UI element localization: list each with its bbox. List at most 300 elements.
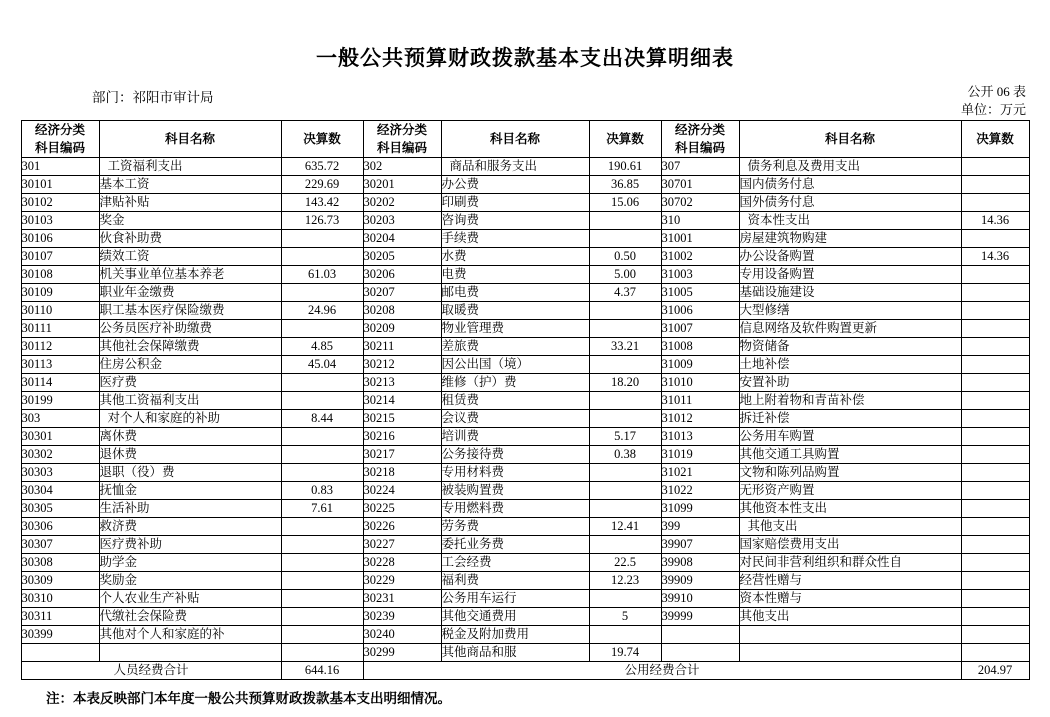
row-name-col2: 商品和服务支出	[441, 158, 589, 176]
row-name-col1: 其他对个人和家庭的补	[99, 626, 281, 644]
row-name-col1: 救济费	[99, 518, 281, 536]
row-name-col2: 工会经费	[441, 554, 589, 572]
row-code-col2: 30207	[363, 284, 441, 302]
row-name-col2: 印刷费	[441, 194, 589, 212]
personnel-total-label: 人员经费合计	[21, 662, 281, 680]
row-name-col3	[739, 626, 961, 644]
row-name-col1: 奖励金	[99, 572, 281, 590]
row-amount-col1: 126.73	[281, 212, 363, 230]
table-footer	[21, 662, 1029, 680]
row-name-col1: 职工基本医疗保险缴费	[99, 302, 281, 320]
row-name-col3: 其他资本性支出	[739, 500, 961, 518]
row-code-col3: 39999	[661, 608, 739, 626]
table-row	[21, 518, 1029, 536]
header-code-3: 经济分类 科目编码	[661, 121, 739, 158]
row-amount-col2	[589, 590, 661, 608]
row-amount-col2: 19.74	[589, 644, 661, 662]
row-name-col3: 其他支出	[739, 608, 961, 626]
row-code-col3: 31002	[661, 248, 739, 266]
row-amount-col1	[281, 230, 363, 248]
table-row	[21, 176, 1029, 194]
row-amount-col1: 61.03	[281, 266, 363, 284]
row-name-col2: 被装购置费	[441, 482, 589, 500]
table-row	[21, 212, 1029, 230]
row-amount-col1: 229.69	[281, 176, 363, 194]
row-amount-col1	[281, 644, 363, 662]
row-code-col3	[661, 644, 739, 662]
row-code-col2: 30214	[363, 392, 441, 410]
row-code-col3: 30702	[661, 194, 739, 212]
table-note: 注：本表反映部门本年度一般公共预算财政拨款基本支出明细情况。	[46, 691, 451, 706]
row-code-col1: 30307	[21, 536, 99, 554]
row-name-col1	[99, 644, 281, 662]
row-name-col3: 资本性支出	[739, 212, 961, 230]
row-code-col1: 30399	[21, 626, 99, 644]
row-amount-col3	[961, 356, 1029, 374]
row-amount-col1	[281, 536, 363, 554]
form-meta	[961, 83, 1026, 118]
row-name-col1: 对个人和家庭的补助	[99, 410, 281, 428]
row-name-col3: 专用设备购置	[739, 266, 961, 284]
row-amount-col3	[961, 536, 1029, 554]
row-amount-col1	[281, 248, 363, 266]
row-amount-col3	[961, 500, 1029, 518]
row-amount-col2	[589, 626, 661, 644]
row-code-col3: 31019	[661, 446, 739, 464]
row-name-col3: 经营性赠与	[739, 572, 961, 590]
row-code-col2: 30206	[363, 266, 441, 284]
row-amount-col2: 12.41	[589, 518, 661, 536]
row-code-col1: 30106	[21, 230, 99, 248]
row-amount-col1	[281, 446, 363, 464]
row-amount-col2: 33.21	[589, 338, 661, 356]
row-code-col1: 30309	[21, 572, 99, 590]
row-code-col3: 39910	[661, 590, 739, 608]
page-title: 一般公共预算财政拨款基本支出决算明细表	[316, 46, 734, 70]
row-name-col3: 土地补偿	[739, 356, 961, 374]
row-amount-col2: 190.61	[589, 158, 661, 176]
header-name-1: 科目名称	[99, 121, 281, 158]
row-code-col3: 31003	[661, 266, 739, 284]
row-name-col1: 津贴补贴	[99, 194, 281, 212]
row-amount-col3	[961, 266, 1029, 284]
subheader	[0, 86, 1050, 120]
row-code-col3: 31021	[661, 464, 739, 482]
header-amount-2: 决算数	[589, 121, 661, 158]
row-name-col3: 拆迁补偿	[739, 410, 961, 428]
row-name-col3: 债务利息及费用支出	[739, 158, 961, 176]
row-code-col1: 30110	[21, 302, 99, 320]
row-amount-col2	[589, 482, 661, 500]
row-name-col2: 培训费	[441, 428, 589, 446]
row-code-col3: 31005	[661, 284, 739, 302]
row-amount-col1	[281, 320, 363, 338]
row-name-col2: 因公出国（境）	[441, 356, 589, 374]
row-name-col1: 生活补助	[99, 500, 281, 518]
row-code-col1: 30305	[21, 500, 99, 518]
row-code-col1: 30303	[21, 464, 99, 482]
row-code-col1	[21, 644, 99, 662]
row-amount-col1: 635.72	[281, 158, 363, 176]
row-amount-col3	[961, 392, 1029, 410]
row-code-col2: 30212	[363, 356, 441, 374]
row-amount-col2	[589, 464, 661, 482]
table-row	[21, 392, 1029, 410]
row-amount-col3	[961, 572, 1029, 590]
row-code-col3: 39908	[661, 554, 739, 572]
row-amount-col1	[281, 572, 363, 590]
row-name-col2: 差旅费	[441, 338, 589, 356]
row-amount-col3	[961, 446, 1029, 464]
row-name-col3: 无形资产购置	[739, 482, 961, 500]
row-code-col1: 30112	[21, 338, 99, 356]
row-name-col2: 公务用车运行	[441, 590, 589, 608]
public-total-value: 204.97	[961, 662, 1029, 680]
row-code-col2: 30201	[363, 176, 441, 194]
row-name-col2: 水费	[441, 248, 589, 266]
table-row	[21, 482, 1029, 500]
row-name-col1: 退休费	[99, 446, 281, 464]
row-amount-col3	[961, 626, 1029, 644]
row-code-col1: 301	[21, 158, 99, 176]
row-name-col1: 离休费	[99, 428, 281, 446]
row-code-col3: 39909	[661, 572, 739, 590]
table-row	[21, 572, 1029, 590]
row-amount-col1: 4.85	[281, 338, 363, 356]
row-name-col3: 其他支出	[739, 518, 961, 536]
row-code-col2: 30217	[363, 446, 441, 464]
row-name-col1: 机关事业单位基本养老	[99, 266, 281, 284]
row-code-col2: 30211	[363, 338, 441, 356]
row-amount-col2: 5.17	[589, 428, 661, 446]
row-name-col3: 国家赔偿费用支出	[739, 536, 961, 554]
row-code-col2: 30202	[363, 194, 441, 212]
row-amount-col3: 14.36	[961, 212, 1029, 230]
row-amount-col3	[961, 644, 1029, 662]
row-name-col3: 国外债务付息	[739, 194, 961, 212]
row-code-col2: 30209	[363, 320, 441, 338]
row-amount-col2	[589, 356, 661, 374]
row-name-col3: 信息网络及软件购置更新	[739, 320, 961, 338]
row-name-col2: 维修（护）费	[441, 374, 589, 392]
row-name-col3: 公务用车购置	[739, 428, 961, 446]
row-code-col3: 310	[661, 212, 739, 230]
row-name-col2: 福利费	[441, 572, 589, 590]
row-name-col1: 基本工资	[99, 176, 281, 194]
row-code-col1: 30113	[21, 356, 99, 374]
row-code-col1: 30306	[21, 518, 99, 536]
row-code-col1: 30199	[21, 392, 99, 410]
row-name-col3: 地上附着物和青苗补偿	[739, 392, 961, 410]
table-row	[21, 338, 1029, 356]
table-row	[21, 554, 1029, 572]
row-name-col1: 奖金	[99, 212, 281, 230]
row-amount-col3	[961, 158, 1029, 176]
row-name-col2: 专用燃料费	[441, 500, 589, 518]
row-name-col3: 基础设施建设	[739, 284, 961, 302]
row-name-col2: 邮电费	[441, 284, 589, 302]
department-label: 部门：祁阳市审计局	[92, 90, 214, 105]
row-code-col3: 31009	[661, 356, 739, 374]
row-amount-col2: 12.23	[589, 572, 661, 590]
row-code-col1: 30302	[21, 446, 99, 464]
row-code-col2: 30208	[363, 302, 441, 320]
row-code-col2: 30226	[363, 518, 441, 536]
row-code-col3	[661, 626, 739, 644]
row-amount-col3	[961, 194, 1029, 212]
row-code-col2: 30299	[363, 644, 441, 662]
header-code-2: 经济分类 科目编码	[363, 121, 441, 158]
row-code-col1: 30301	[21, 428, 99, 446]
row-code-col2: 30240	[363, 626, 441, 644]
row-name-col1: 职业年金缴费	[99, 284, 281, 302]
row-name-col1: 个人农业生产补贴	[99, 590, 281, 608]
row-name-col2: 手续费	[441, 230, 589, 248]
row-amount-col3	[961, 410, 1029, 428]
table-row	[21, 230, 1029, 248]
row-amount-col1	[281, 590, 363, 608]
row-name-col3: 物资储备	[739, 338, 961, 356]
row-amount-col2	[589, 320, 661, 338]
row-name-col2: 专用材料费	[441, 464, 589, 482]
table-row	[21, 194, 1029, 212]
row-name-col1: 住房公积金	[99, 356, 281, 374]
row-name-col2: 租赁费	[441, 392, 589, 410]
row-name-col1: 绩效工资	[99, 248, 281, 266]
row-name-col1: 公务员医疗补助缴费	[99, 320, 281, 338]
row-code-col2: 30213	[363, 374, 441, 392]
row-amount-col1	[281, 518, 363, 536]
row-code-col3: 31022	[661, 482, 739, 500]
row-name-col1: 其他社会保障缴费	[99, 338, 281, 356]
row-code-col2: 30229	[363, 572, 441, 590]
row-code-col2: 30205	[363, 248, 441, 266]
table-row	[21, 284, 1029, 302]
row-amount-col2	[589, 536, 661, 554]
row-code-col1: 303	[21, 410, 99, 428]
row-name-col3	[739, 644, 961, 662]
row-amount-col3	[961, 590, 1029, 608]
row-amount-col2: 0.38	[589, 446, 661, 464]
row-code-col3: 30701	[661, 176, 739, 194]
row-amount-col3	[961, 608, 1029, 626]
row-name-col1: 代缴社会保险费	[99, 608, 281, 626]
row-amount-col3	[961, 428, 1029, 446]
row-code-col3: 31008	[661, 338, 739, 356]
row-name-col2: 其他交通费用	[441, 608, 589, 626]
row-amount-col2: 0.50	[589, 248, 661, 266]
row-code-col3: 39907	[661, 536, 739, 554]
document-page	[0, 42, 1050, 717]
row-name-col3: 文物和陈列品购置	[739, 464, 961, 482]
row-code-col1: 30308	[21, 554, 99, 572]
row-code-col3: 31012	[661, 410, 739, 428]
table-row	[21, 428, 1029, 446]
table-row	[21, 302, 1029, 320]
row-amount-col2: 36.85	[589, 176, 661, 194]
row-amount-col3	[961, 176, 1029, 194]
table-row	[21, 374, 1029, 392]
row-code-col1: 30103	[21, 212, 99, 230]
row-amount-col3	[961, 374, 1029, 392]
form-number: 公开 06 表	[967, 84, 1026, 99]
row-name-col1: 医疗费	[99, 374, 281, 392]
row-amount-col1	[281, 554, 363, 572]
row-amount-col2: 18.20	[589, 374, 661, 392]
table-row	[21, 446, 1029, 464]
row-name-col3: 国内债务付息	[739, 176, 961, 194]
row-name-col2: 物业管理费	[441, 320, 589, 338]
row-amount-col2	[589, 410, 661, 428]
row-amount-col3	[961, 464, 1029, 482]
row-amount-col3	[961, 230, 1029, 248]
row-code-col3: 31006	[661, 302, 739, 320]
header-code-1: 经济分类 科目编码	[21, 121, 99, 158]
row-name-col1: 工资福利支出	[99, 158, 281, 176]
row-amount-col1	[281, 284, 363, 302]
row-amount-col3	[961, 338, 1029, 356]
row-amount-col1	[281, 374, 363, 392]
public-total-label: 公用经费合计	[363, 662, 961, 680]
row-name-col3: 其他交通工具购置	[739, 446, 961, 464]
row-name-col1: 伙食补助费	[99, 230, 281, 248]
table-header	[21, 121, 1029, 158]
row-amount-col3	[961, 482, 1029, 500]
table-row	[21, 590, 1029, 608]
row-name-col2: 公务接待费	[441, 446, 589, 464]
row-amount-col2: 5	[589, 608, 661, 626]
row-name-col3: 大型修缮	[739, 302, 961, 320]
row-name-col1: 医疗费补助	[99, 536, 281, 554]
row-code-col2: 30239	[363, 608, 441, 626]
row-code-col1: 30109	[21, 284, 99, 302]
row-code-col3: 31099	[661, 500, 739, 518]
row-code-col2: 30228	[363, 554, 441, 572]
row-code-col2: 30218	[363, 464, 441, 482]
row-name-col3: 办公设备购置	[739, 248, 961, 266]
row-code-col2: 30227	[363, 536, 441, 554]
row-amount-col1	[281, 392, 363, 410]
row-amount-col2: 4.37	[589, 284, 661, 302]
row-code-col1: 30304	[21, 482, 99, 500]
table-row	[21, 266, 1029, 284]
row-code-col1: 30311	[21, 608, 99, 626]
table-row	[21, 500, 1029, 518]
table-row	[21, 248, 1029, 266]
row-amount-col3	[961, 518, 1029, 536]
row-code-col1: 30107	[21, 248, 99, 266]
row-name-col2: 电费	[441, 266, 589, 284]
row-name-col1: 抚恤金	[99, 482, 281, 500]
row-name-col1: 退职（役）费	[99, 464, 281, 482]
row-name-col2: 劳务费	[441, 518, 589, 536]
table-row	[21, 644, 1029, 662]
row-amount-col1: 8.44	[281, 410, 363, 428]
table-row	[21, 608, 1029, 626]
budget-table	[21, 120, 1030, 680]
table-row	[21, 410, 1029, 428]
row-amount-col3	[961, 554, 1029, 572]
amount-unit: 单位：万元	[960, 101, 1026, 117]
row-code-col1: 30108	[21, 266, 99, 284]
table-row	[21, 626, 1029, 644]
row-amount-col1	[281, 608, 363, 626]
row-name-col1: 其他工资福利支出	[99, 392, 281, 410]
row-amount-col2	[589, 392, 661, 410]
row-code-col1: 30102	[21, 194, 99, 212]
row-amount-col1	[281, 626, 363, 644]
table-row	[21, 536, 1029, 554]
row-amount-col1: 45.04	[281, 356, 363, 374]
row-amount-col2: 5.00	[589, 266, 661, 284]
row-amount-col2: 22.5	[589, 554, 661, 572]
row-code-col3: 399	[661, 518, 739, 536]
row-code-col2: 30225	[363, 500, 441, 518]
row-code-col1: 30114	[21, 374, 99, 392]
row-name-col3: 安置补助	[739, 374, 961, 392]
row-amount-col2	[589, 500, 661, 518]
row-amount-col2	[589, 212, 661, 230]
row-name-col2: 取暖费	[441, 302, 589, 320]
row-code-col2: 30204	[363, 230, 441, 248]
row-amount-col1: 0.83	[281, 482, 363, 500]
row-name-col1: 助学金	[99, 554, 281, 572]
row-amount-col1	[281, 428, 363, 446]
table-row	[21, 320, 1029, 338]
row-code-col2: 30215	[363, 410, 441, 428]
table-row	[21, 356, 1029, 374]
row-amount-col3	[961, 320, 1029, 338]
row-code-col2: 302	[363, 158, 441, 176]
row-amount-col3: 14.36	[961, 248, 1029, 266]
row-name-col2: 其他商品和服	[441, 644, 589, 662]
row-name-col3: 对民间非营利组织和群众性自	[739, 554, 961, 572]
row-name-col3: 房屋建筑物购建	[739, 230, 961, 248]
personnel-total-value: 644.16	[281, 662, 363, 680]
table-body	[21, 158, 1029, 662]
row-code-col3: 31010	[661, 374, 739, 392]
row-amount-col3	[961, 284, 1029, 302]
row-code-col3: 307	[661, 158, 739, 176]
row-amount-col1: 143.42	[281, 194, 363, 212]
row-amount-col2	[589, 230, 661, 248]
header-name-3: 科目名称	[739, 121, 961, 158]
row-name-col3: 资本性赠与	[739, 590, 961, 608]
row-code-col1: 30101	[21, 176, 99, 194]
table-row	[21, 464, 1029, 482]
row-name-col2: 委托业务费	[441, 536, 589, 554]
row-code-col1: 30111	[21, 320, 99, 338]
header-name-2: 科目名称	[441, 121, 589, 158]
row-amount-col1: 24.96	[281, 302, 363, 320]
row-code-col3: 31001	[661, 230, 739, 248]
table-row	[21, 158, 1029, 176]
row-code-col3: 31013	[661, 428, 739, 446]
header-amount-3: 决算数	[961, 121, 1029, 158]
row-amount-col2: 15.06	[589, 194, 661, 212]
row-code-col1: 30310	[21, 590, 99, 608]
row-amount-col3	[961, 302, 1029, 320]
row-code-col3: 31007	[661, 320, 739, 338]
row-code-col2: 30231	[363, 590, 441, 608]
row-amount-col1	[281, 464, 363, 482]
row-code-col3: 31011	[661, 392, 739, 410]
row-name-col2: 咨询费	[441, 212, 589, 230]
row-code-col2: 30224	[363, 482, 441, 500]
row-amount-col1: 7.61	[281, 500, 363, 518]
row-code-col2: 30216	[363, 428, 441, 446]
row-name-col2: 税金及附加费用	[441, 626, 589, 644]
